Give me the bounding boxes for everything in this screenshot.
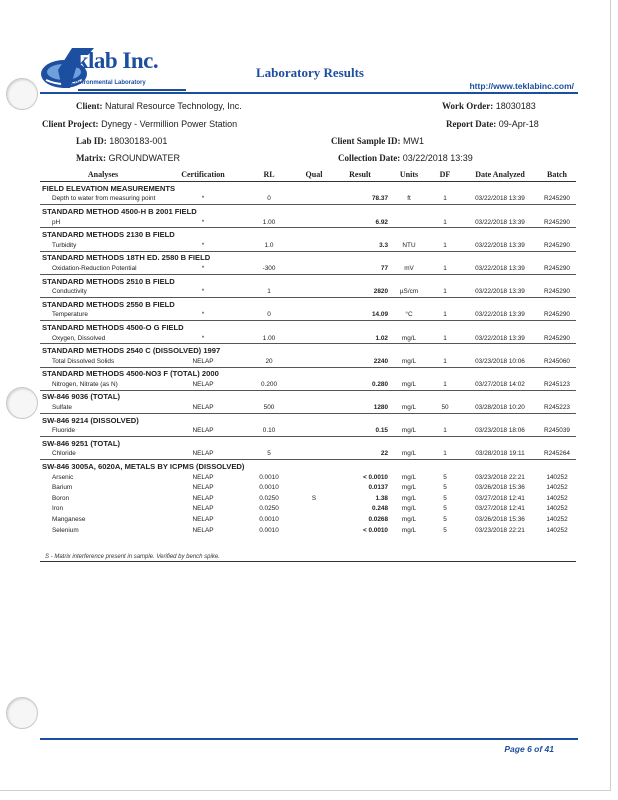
cell-batch: 140252 (546, 505, 568, 513)
column-header: Units (390, 169, 428, 182)
cell-result: 1280 (373, 404, 388, 412)
method-group-header (40, 413, 576, 425)
cell-date: 03/28/2018 19:11 (475, 450, 525, 458)
method-group-header (40, 390, 576, 402)
cell-units: mg/L (401, 334, 417, 342)
table-row (40, 514, 576, 525)
cell-result: 0.280 (372, 380, 388, 388)
cell-df: 1 (443, 241, 447, 249)
cell-analysis: Iron (52, 505, 64, 513)
cell-result: 77 (380, 264, 388, 272)
cell-qual (298, 310, 330, 321)
method-group-header (40, 460, 576, 472)
method-group-header (40, 251, 576, 263)
cell-cert: * (201, 288, 205, 296)
cell-result: 14.09 (372, 311, 388, 319)
method-title: STANDARD METHODS 2510 B FIELD (40, 274, 576, 286)
method-group-header (40, 182, 576, 194)
cell-date: 03/23/2018 22:21 (475, 526, 525, 534)
cell-result: 2820 (373, 288, 388, 296)
cell-result: 1.38 (375, 494, 388, 502)
cell-cert: NELAP (192, 357, 214, 365)
cell-qual (298, 263, 330, 274)
table-row (40, 482, 576, 493)
page-number: Page 6 of 41 (504, 744, 554, 754)
method-group-header (40, 367, 576, 379)
cell-units: mg/L (401, 357, 417, 365)
cell-date: 03/23/2018 22:21 (475, 473, 525, 481)
cell-qual: S (311, 494, 317, 502)
cell-df: 5 (443, 484, 447, 492)
cell-batch: R245123 (544, 380, 570, 388)
cell-batch: R245290 (544, 311, 570, 319)
cell-units: mg/L (401, 505, 417, 513)
method-group-header (40, 228, 576, 240)
cell-batch: 140252 (546, 484, 568, 492)
cell-cert: * (201, 311, 205, 319)
report-title: Laboratory Results (256, 65, 364, 80)
matrix-label: Matrix: (76, 153, 106, 163)
method-title: SW-846 9036 (TOTAL) (40, 390, 576, 402)
cell-rl: 20 (265, 357, 273, 365)
sample-id-line (331, 136, 424, 146)
method-group-header (40, 274, 576, 286)
table-row (40, 333, 576, 344)
cell-analysis: Nitrogen, Nitrate (as N) (52, 380, 118, 388)
cell-batch: R245060 (544, 357, 570, 365)
cell-rl: 0 (267, 311, 271, 319)
method-title: FIELD ELEVATION MEASUREMENTS (40, 182, 576, 194)
cell-analysis: Oxidation-Reduction Potential (52, 264, 137, 272)
cell-df: 5 (443, 516, 447, 524)
cell-cert: NELAP (192, 484, 214, 492)
cell-date: 03/26/2018 15:36 (475, 484, 525, 492)
cell-rl: 0.0250 (259, 494, 279, 502)
report-date-line (446, 119, 539, 129)
cell-qual (298, 449, 330, 460)
cell-qual (298, 425, 330, 436)
cell-qual (298, 356, 330, 367)
results-body (40, 182, 576, 536)
cell-batch: R245290 (544, 288, 570, 296)
cell-analysis: Temperature (52, 311, 88, 319)
cell-qual (298, 514, 330, 525)
header-rule (40, 92, 578, 94)
work-order-line (442, 101, 536, 111)
table-header-row (40, 169, 576, 182)
cell-units: mg/L (401, 484, 417, 492)
cell-result: 0.0137 (368, 484, 388, 492)
cell-batch: 140252 (546, 526, 568, 534)
client-line (76, 101, 242, 111)
cell-date: 03/28/2018 10:20 (475, 404, 525, 412)
cell-batch: R245039 (544, 427, 570, 435)
cell-analysis: Depth to water from measuring point (52, 195, 156, 203)
cell-df: 1 (443, 427, 447, 435)
cell-df: 1 (443, 195, 447, 203)
cell-units: mg/L (401, 494, 417, 502)
cell-qual (298, 194, 330, 205)
table-row (40, 356, 576, 367)
cell-units: °C (405, 311, 413, 319)
cell-units (390, 217, 428, 228)
cell-date: 03/27/2018 12:41 (475, 505, 525, 513)
cell-date: 03/26/2018 15:36 (475, 516, 525, 524)
table-row (40, 217, 576, 228)
cell-batch: R245290 (544, 195, 570, 203)
cell-date: 03/23/2018 18:06 (475, 427, 525, 435)
cell-result: 78.37 (372, 195, 388, 203)
punch-hole-top (6, 78, 38, 110)
cell-units: ft (407, 195, 411, 203)
cell-cert: NELAP (192, 473, 214, 481)
method-group-header (40, 205, 576, 217)
method-group-header (40, 297, 576, 309)
cell-units: NTU (402, 241, 416, 249)
cell-result: 22 (380, 450, 388, 458)
cell-df: 1 (443, 380, 447, 388)
cell-result: 2240 (373, 357, 388, 365)
cell-analysis: Sulfate (52, 404, 72, 412)
footer-rule (40, 738, 578, 740)
cell-cert: NELAP (192, 404, 214, 412)
cell-qual (298, 482, 330, 493)
sample-id-label: Client Sample ID: (331, 136, 401, 146)
lab-id-label: Lab ID: (76, 136, 107, 146)
logo-subtitle: Environmental Laboratory (71, 80, 146, 86)
cell-rl: 0.0010 (259, 484, 279, 492)
cell-units: mg/L (401, 473, 417, 481)
table-row (40, 402, 576, 413)
method-title: STANDARD METHODS 2130 B FIELD (40, 228, 576, 240)
lab-id-value: 18030183-001 (109, 136, 168, 146)
cell-batch: 140252 (546, 473, 568, 481)
logo-wordmark: eklab Inc. (66, 48, 159, 73)
cell-date: 03/22/2018 13:39 (475, 288, 525, 296)
cell-units: mg/L (401, 526, 417, 534)
column-header: RL (240, 169, 298, 182)
cell-units: mg/L (401, 380, 417, 388)
cell-rl: 1.00 (262, 334, 276, 342)
cell-df: 5 (443, 505, 447, 513)
cell-df: 50 (441, 404, 449, 412)
cell-rl: -300 (262, 264, 276, 272)
cell-units: mg/L (401, 427, 417, 435)
cell-date: 03/22/2018 13:39 (475, 241, 525, 249)
cell-cert: NELAP (192, 516, 214, 524)
cell-rl: 0.0250 (259, 505, 279, 513)
cell-qual (298, 504, 330, 515)
cell-analysis: Manganese (52, 516, 86, 524)
table-row (40, 449, 576, 460)
cell-cert: * (201, 334, 205, 342)
cell-batch: R245290 (544, 334, 570, 342)
project-line (42, 119, 237, 129)
column-header: DF (428, 169, 462, 182)
cell-result: 1.02 (375, 334, 388, 342)
table-row (40, 504, 576, 515)
report-date-label: Report Date: (446, 119, 497, 129)
column-header: Certification (166, 169, 240, 182)
table-row (40, 194, 576, 205)
cell-result: 6.92 (375, 218, 388, 226)
cell-date: 03/22/2018 13:39 (475, 311, 525, 319)
cell-df: 1 (443, 311, 447, 319)
cell-qual (298, 333, 330, 344)
table-row (40, 493, 576, 504)
project-label: Client Project: (42, 119, 99, 129)
cell-cert: * (201, 241, 205, 249)
cell-analysis: Selenium (52, 526, 79, 534)
report-date-value: 09-Apr-18 (498, 119, 539, 129)
cell-rl: 0 (267, 195, 271, 203)
cell-cert: NELAP (192, 494, 214, 502)
table-row (40, 240, 576, 251)
cell-date: 03/23/2018 10:06 (475, 357, 525, 365)
collection-date-label: Collection Date: (338, 153, 401, 163)
table-row (40, 310, 576, 321)
cell-rl: 0.200 (261, 380, 277, 388)
matrix-line (76, 153, 180, 163)
punch-hole-bottom (6, 697, 38, 729)
collection-date-line (338, 153, 473, 163)
website-link[interactable]: http://www.teklabinc.com/ (469, 81, 574, 91)
table-row (40, 263, 576, 274)
method-title: STANDARD METHODS 4500-NO3 F (TOTAL) 2000 (40, 367, 576, 379)
method-group-header (40, 321, 576, 333)
cell-batch: R245264 (544, 450, 570, 458)
table-row (40, 525, 576, 536)
cell-rl: 0.10 (262, 427, 276, 435)
method-title: STANDARD METHODS 2550 B FIELD (40, 297, 576, 309)
cell-analysis: Arsenic (52, 473, 74, 481)
method-title: STANDARD METHOD 4500-H B 2001 FIELD (40, 205, 576, 217)
cell-batch: R245290 (544, 264, 570, 272)
cell-analysis: Barium (52, 484, 73, 492)
cell-qual (298, 379, 330, 390)
cell-df: 5 (443, 494, 447, 502)
table-row (40, 425, 576, 436)
cell-result: < 0.0010 (362, 526, 388, 534)
cell-result: 0.0268 (368, 516, 388, 524)
project-value: Dynegy - Vermillion Power Station (101, 119, 238, 129)
cell-rl: 0.0010 (259, 516, 279, 524)
cell-units: mV (404, 264, 414, 272)
cell-analysis: pH (52, 218, 61, 226)
cell-date: 03/27/2018 14:02 (475, 380, 525, 388)
cell-cert: NELAP (192, 505, 214, 513)
work-order-label: Work Order: (442, 101, 494, 111)
cell-cert: NELAP (192, 450, 214, 458)
cell-qual (298, 217, 330, 228)
collection-date-value: 03/22/2018 13:39 (402, 153, 473, 163)
method-title: SW-846 3005A, 6020A, METALS BY ICPMS (DISSOLVED) (40, 460, 576, 472)
cell-cert: NELAP (192, 526, 214, 534)
cell-qual (298, 240, 330, 251)
cell-analysis: Total Dissolved Solids (52, 357, 115, 365)
work-order-value: 18030183 (495, 101, 536, 111)
cell-df: 1 (443, 450, 447, 458)
table-row (40, 379, 576, 390)
table-bottom-rule (40, 561, 576, 562)
cell-units: mg/L (401, 450, 417, 458)
cell-rl: 0.0010 (259, 473, 279, 481)
cell-batch: R245290 (544, 218, 570, 226)
results-table (40, 169, 576, 535)
client-value: Natural Resource Technology, Inc. (105, 101, 242, 111)
cell-df: 1 (443, 264, 447, 272)
cell-analysis: Oxygen, Dissolved (52, 334, 106, 342)
client-label: Client: (76, 101, 103, 111)
method-title: SW-846 9251 (TOTAL) (40, 437, 576, 449)
cell-rl: 5 (267, 450, 271, 458)
cell-units: mg/L (401, 404, 417, 412)
column-header: Qual (298, 169, 330, 182)
cell-units: µS/cm (399, 288, 419, 296)
cell-analysis: Chloride (52, 450, 76, 458)
cell-qual (298, 286, 330, 297)
cell-df: 1 (443, 357, 447, 365)
cell-units: mg/L (401, 516, 417, 524)
lab-id-line (76, 136, 167, 146)
cell-batch: 140252 (546, 494, 568, 502)
sample-id-value: MW1 (403, 136, 425, 146)
cell-cert: * (201, 195, 205, 203)
method-title: SW-846 9214 (DISSOLVED) (40, 413, 576, 425)
cell-result: < 0.0010 (362, 473, 388, 481)
cell-df: 1 (443, 218, 447, 226)
cell-qual (298, 472, 330, 483)
cell-cert: * (201, 264, 205, 272)
cell-rl: 1.00 (262, 218, 276, 226)
cell-result: 0.15 (375, 427, 388, 435)
method-group-header (40, 344, 576, 356)
method-title: STANDARD METHODS 4500-O G FIELD (40, 321, 576, 333)
cell-rl: 1 (267, 288, 271, 296)
cell-rl: 500 (263, 404, 275, 412)
cell-cert: * (201, 218, 205, 226)
cell-date: 03/22/2018 13:39 (475, 264, 525, 272)
cell-df: 1 (443, 288, 447, 296)
method-title: STANDARD METHODS 2540 C (DISSOLVED) 1997 (40, 344, 576, 356)
matrix-value: GROUNDWATER (108, 153, 180, 163)
cell-batch: 140252 (546, 516, 568, 524)
cell-result: 0.248 (372, 505, 388, 513)
column-header: Date Analyzed (462, 169, 538, 182)
table-row (40, 286, 576, 297)
cell-result: 3.3 (379, 241, 388, 249)
cell-date: 03/22/2018 13:39 (475, 218, 525, 226)
cell-rl: 1.0 (264, 241, 274, 249)
cell-date: 03/22/2018 13:39 (475, 195, 525, 203)
cell-analysis: Turbidity (52, 241, 77, 249)
cell-batch: R245223 (544, 404, 570, 412)
table-row (40, 472, 576, 483)
method-title: STANDARD METHODS 18TH ED. 2580 B FIELD (40, 251, 576, 263)
cell-cert: NELAP (192, 380, 214, 388)
column-header: Batch (538, 169, 576, 182)
cell-cert: NELAP (192, 427, 214, 435)
cell-date: 03/22/2018 13:39 (475, 334, 525, 342)
cell-qual (298, 525, 330, 536)
qualifier-footnote: S - Matrix interference present in sample. Verified by bench spike. (45, 554, 220, 560)
cell-df: 5 (443, 526, 447, 534)
cell-df: 5 (443, 473, 447, 481)
cell-df: 1 (443, 334, 447, 342)
column-header: Analyses (40, 169, 166, 182)
cell-date: 03/27/2018 12:41 (475, 494, 525, 502)
cell-rl: 0.0010 (259, 526, 279, 534)
punch-hole-middle (6, 387, 38, 419)
cell-analysis: Boron (52, 494, 70, 502)
cell-analysis: Conductivity (52, 288, 87, 296)
method-group-header (40, 437, 576, 449)
cell-batch: R245290 (544, 241, 570, 249)
cell-analysis: Fluoride (52, 427, 76, 435)
cell-qual (298, 402, 330, 413)
column-header: Result (330, 169, 390, 182)
